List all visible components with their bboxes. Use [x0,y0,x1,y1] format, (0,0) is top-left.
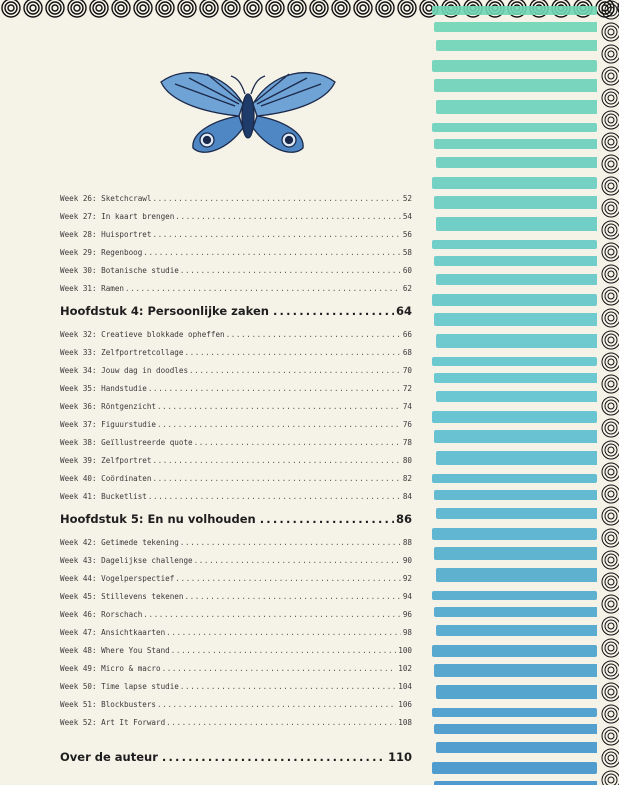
watercolor-stripe [436,391,597,402]
dot-leader [180,682,396,691]
dot-leader [184,348,400,357]
toc-entry-title: Week 36: Röntgenzicht [60,402,157,411]
toc-entry-page-number: 56 [402,230,412,239]
dot-leader [189,366,401,375]
toc-entry-title: Week 37: Figuurstudie [60,420,157,429]
watercolor-stripe [432,411,597,423]
watercolor-stripe [436,334,597,348]
toc-entry-title: Week 45: Stillevens tekenen [60,592,184,601]
dot-leader [162,664,397,673]
chapter-heading[interactable] [60,512,412,538]
toc-entry-title: Week 42: Getimede tekening [60,538,179,547]
watercolor-stripe [434,607,597,617]
watercolor-stripe [436,100,597,114]
dot-leader [157,402,401,411]
watercolor-stripe [434,781,597,785]
watercolor-stripes [432,0,597,785]
dot-leader [158,750,386,764]
toc-entry[interactable] [60,194,412,212]
toc-entry-page-number: 92 [402,574,412,583]
toc-entry-title: Week 38: Geïllustreerde quote [60,438,193,447]
toc-entry-page-number: 106 [398,700,412,709]
watercolor-stripe [432,528,597,540]
toc-entry[interactable] [60,366,412,384]
watercolor-stripe [434,547,597,560]
toc-entry-title: Week 52: Art It Forward [60,718,166,727]
watercolor-stripe [434,490,597,500]
toc-entry-page-number: 74 [402,402,412,411]
toc-entry-page-number: 66 [402,330,412,339]
toc-entry-page-number: 80 [402,456,412,465]
toc-entry[interactable] [60,420,412,438]
toc-entry[interactable] [60,700,412,718]
dot-leader [184,592,400,601]
watercolor-stripe [432,762,597,774]
watercolor-stripe [434,724,597,734]
chapter-page-number: 86 [395,512,412,526]
toc-entry-title: Week 51: Blockbusters [60,700,157,709]
dot-leader [148,384,401,393]
toc-entry-title: Week 29: Regenboog [60,248,143,257]
watercolor-stripe [434,79,597,92]
toc-entry-title: Week 30: Botanische studie [60,266,179,275]
watercolor-stripe [432,60,597,72]
dot-leader [157,420,401,429]
toc-entry[interactable] [60,384,412,402]
watercolor-stripe [436,217,597,231]
watercolor-stripe [432,240,597,249]
toc-entry-page-number: 58 [402,248,412,257]
toc-entry-page-number: 82 [402,474,412,483]
toc-entry-title: Week 39: Zelfportret [60,456,152,465]
toc-entry-title: Week 48: Where You Stand [60,646,170,655]
chapter-page-number: 64 [395,304,412,318]
watercolor-stripe [434,313,597,326]
toc-entry[interactable] [60,438,412,456]
toc-entry[interactable] [60,266,412,284]
watercolor-stripe [436,508,597,519]
toc-entry-page-number: 84 [402,492,412,501]
dot-leader [166,718,396,727]
toc-entry[interactable] [60,574,412,592]
toc-entry-page-number: 88 [402,538,412,547]
dot-leader [171,646,397,655]
watercolor-stripe [436,625,597,636]
toc-entry-title: Week 33: Zelfportretcollage [60,348,184,357]
dot-leader [152,230,400,239]
toc-entry-page-number: 90 [402,556,412,565]
dot-leader [194,556,401,565]
dot-leader [175,574,401,583]
toc-entry-title: Week 31: Ramen [60,284,125,293]
dot-leader [152,474,400,483]
toc-entry[interactable] [60,474,412,492]
author-page-number: 110 [387,750,412,764]
watercolor-stripe [436,451,597,465]
toc-entry-page-number: 96 [402,610,412,619]
watercolor-stripe [432,645,597,657]
toc-entry[interactable] [60,330,412,348]
toc-entry-page-number: 70 [402,366,412,375]
chapter-title: Hoofdstuk 5: En nu volhouden [60,512,256,526]
toc-entry[interactable] [60,230,412,248]
watercolor-stripe [436,685,597,699]
toc-entry-title: Week 27: In kaart brengen [60,212,175,221]
toc-entry-page-number: 52 [402,194,412,203]
toc-entry-page-number: 72 [402,384,412,393]
toc-entry-page-number: 54 [402,212,412,221]
toc-entry[interactable] [60,248,412,266]
watercolor-stripe [436,274,597,285]
watercolor-stripe [432,294,597,306]
watercolor-stripe [432,6,597,15]
dot-leader [152,194,400,203]
watercolor-stripe [434,430,597,443]
chapter-heading[interactable] [60,304,412,330]
toc-entry-page-number: 102 [398,664,412,673]
toc-entry-title: Week 46: Rorschach [60,610,143,619]
toc-entry-title: Week 28: Huisportret [60,230,152,239]
swirl-border-right [597,0,619,785]
toc-entry-title: Week 44: Vogelperspectief [60,574,175,583]
dot-leader [148,492,401,501]
toc-entry[interactable] [60,348,412,366]
toc-entry-page-number: 78 [402,438,412,447]
toc-entry[interactable] [60,402,412,420]
toc-entry-title: Week 49: Micro & macro [60,664,161,673]
watercolor-stripe [434,139,597,149]
dot-leader [166,628,401,637]
dot-leader [226,330,401,339]
dot-leader [180,538,401,547]
dot-leader [269,304,394,318]
toc-entry[interactable] [60,538,412,556]
toc-entry[interactable] [60,492,412,510]
dot-leader [194,438,401,447]
toc-entry-title: Week 41: Bucketlist [60,492,147,501]
watercolor-stripe [436,40,597,51]
watercolor-stripe [434,256,597,266]
chapter-title: Hoofdstuk 4: Persoonlijke zaken [60,304,269,318]
toc-entry[interactable] [60,664,412,682]
toc-entry-title: Week 47: Ansichtkaarten [60,628,166,637]
toc-entry-title: Week 32: Creatieve blokkade opheffen [60,330,225,339]
dot-leader [143,610,401,619]
watercolor-stripe [432,357,597,366]
watercolor-stripe [434,664,597,677]
toc-entry-page-number: 68 [402,348,412,357]
toc-entry[interactable] [60,556,412,574]
watercolor-stripe [434,196,597,209]
dot-leader [143,248,401,257]
watercolor-stripe [432,591,597,600]
toc-entry-title: Week 34: Jouw dag in doodles [60,366,189,375]
watercolor-stripe [436,568,597,582]
toc-entry[interactable] [60,610,412,628]
author-heading[interactable] [60,750,412,776]
toc-entry[interactable] [60,628,412,646]
toc-entry[interactable] [60,212,412,230]
toc-entry-title: Week 40: Coördinaten [60,474,152,483]
toc-entry-page-number: 108 [398,718,412,727]
toc-entry-page-number: 100 [398,646,412,655]
watercolor-stripe [436,157,597,168]
toc-entry[interactable] [60,682,412,700]
dot-leader [175,212,401,221]
toc-entry[interactable] [60,456,412,474]
author-title: Over de auteur [60,750,158,764]
toc-entry-page-number: 104 [398,682,412,691]
watercolor-stripe [432,177,597,189]
dot-leader [152,456,400,465]
toc-entry-page-number: 94 [402,592,412,601]
toc-entry[interactable] [60,718,412,736]
watercolor-stripe [434,373,597,383]
dot-leader [256,512,394,526]
butterfly-illustration [155,66,341,162]
watercolor-stripe [432,474,597,483]
toc-entry-page-number: 62 [402,284,412,293]
toc-entry[interactable] [60,646,412,664]
toc-entry-page-number: 60 [402,266,412,275]
toc-entry-title: Week 50: Time lapse studie [60,682,179,691]
dot-leader [180,266,401,275]
dot-leader [125,284,401,293]
watercolor-stripe [434,22,597,32]
toc-entry[interactable] [60,592,412,610]
toc-entry-page-number: 76 [402,420,412,429]
toc-entry-title: Week 35: Handstudie [60,384,147,393]
watercolor-stripe [432,708,597,717]
toc-entry-title: Week 26: Sketchcrawl [60,194,152,203]
toc-entry-title: Week 43: Dagelijkse challenge [60,556,193,565]
toc-entry[interactable] [60,284,412,302]
watercolor-stripe [436,742,597,753]
dot-leader [157,700,396,709]
watercolor-stripe [432,123,597,132]
table-of-contents [60,194,412,776]
toc-entry-page-number: 98 [402,628,412,637]
